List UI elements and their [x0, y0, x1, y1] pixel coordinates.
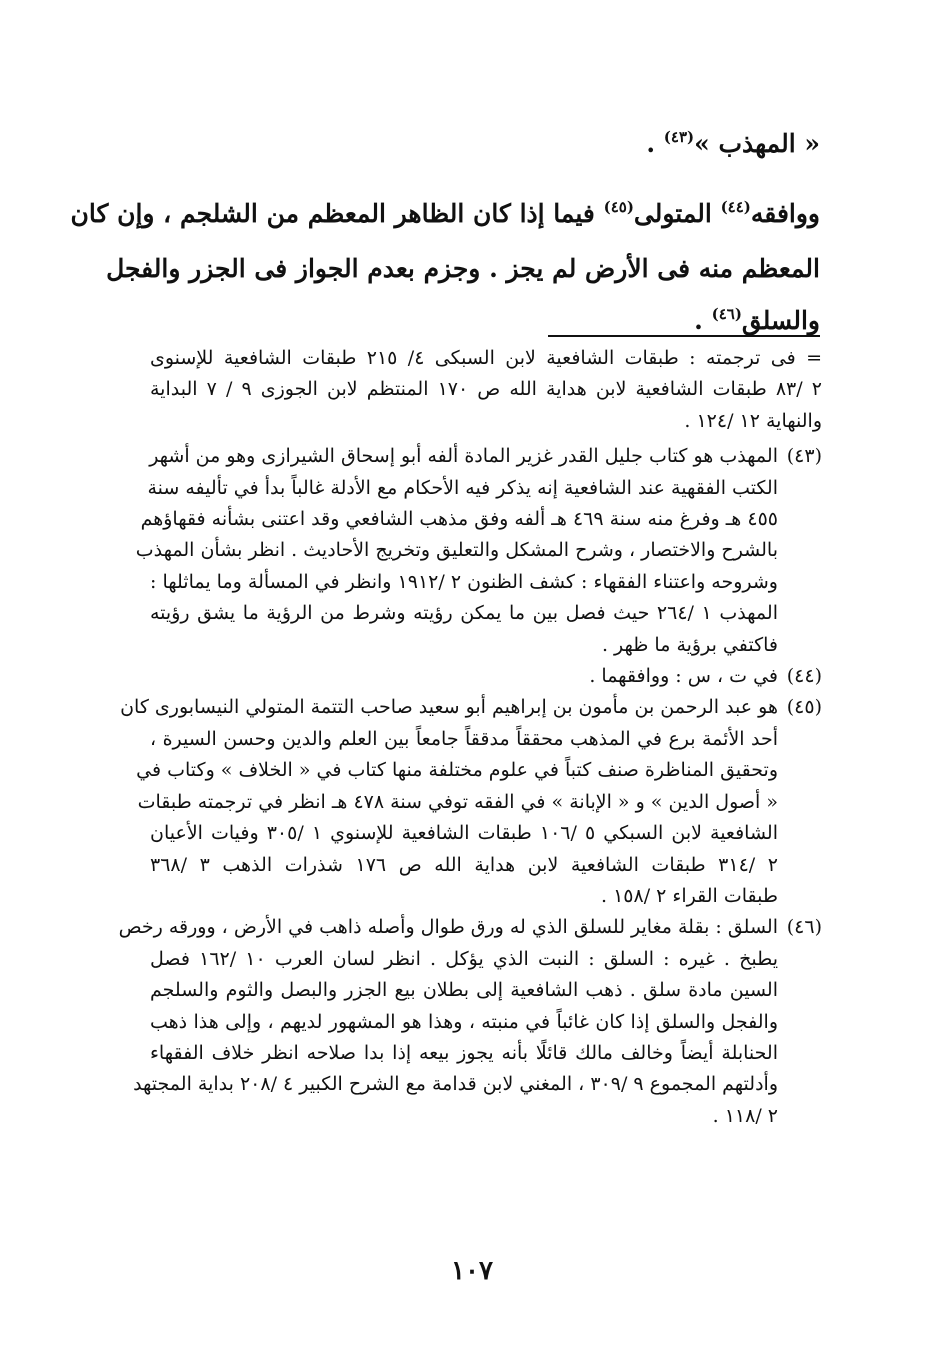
footnote-44-body	[150, 661, 778, 692]
footnote-line: ٢ /٨٣ طبقات الشافعية لابن هداية الله ص ١٧٠ المنتظم لابن الجوزى ٩ / ٧ البداية	[150, 378, 822, 401]
footnote-number: (٤٤)	[786, 665, 822, 688]
footnote-line: « أصول الدين » و « الإبانة » في الفقه توفي سنة ٤٧٨ هـ انظر في ترجمته طبقات	[137, 790, 778, 813]
footnote-line: ٤٥٥ هـ وفرغ منه سنة ٤٦٩ هـ ألفه وفق مذهب الشافعي وقد اعتنى بشأنه فقهاؤهم	[140, 508, 778, 531]
footnote-45-body	[120, 692, 778, 912]
footnote-separator	[548, 335, 820, 337]
footnote-46	[118, 912, 822, 1132]
footnote-line: الكتب الفقهية عند الشافعية إنه يذكر فيه الأحكام مع الأدلة غالباً بدأ في تأليفه سنة	[147, 476, 778, 499]
footnote-line: في ت ، س : ووافقهما .	[589, 665, 778, 688]
page-number: ١٠٧	[451, 1256, 493, 1286]
footnote-line: الشافعية لابن السبكي ٥ /١٠٦ طبقات الشافعية للإسنوي ١ /٣٠٥ وفيات الأعيان	[150, 822, 778, 845]
footnote-line: فاكتفي برؤية ما ظهر .	[601, 633, 778, 656]
main-line-4-text: والسلق	[741, 306, 820, 335]
footnote-line: المهذب ١ /٢٦٤ حيث فصل بين ما يمكن رؤيته وشرط من الرؤية ما يشق رؤيته	[150, 602, 778, 625]
footnote-line: ٢ /١١٨ .	[712, 1104, 778, 1127]
footnote-line: وشروحه واعتناء الفقهاء : كشف الظنون ٢ /١٩١٢ وانظر في المسألة وما يماثلها :	[150, 570, 778, 593]
footnote-number: (٤٣)	[786, 445, 822, 468]
footnote-line: وأدلتهم المجموع ٩ /٣٠٩ ، المغني لابن قدامة مع الشرح الكبير ٤ /٢٠٨ بداية المجتهد	[133, 1073, 778, 1096]
footnote-ref-46: (٤٦)	[711, 305, 742, 323]
footnote-line: طبقات القراء ٢ /١٥٨ .	[601, 884, 778, 907]
footnote-ref-43: (٤٣)	[663, 128, 695, 146]
footnote-line: بالشرح والاختصار ، وشرح المشكل والتعليق وتخريج الأحاديث . انظر بشأن المهذب	[135, 539, 778, 562]
footnote-line: والنهاية ١٢ /١٢٤ .	[684, 409, 822, 432]
footnote-number: (٤٥)	[786, 696, 822, 719]
footnote-number: (٤٦)	[786, 916, 822, 939]
footnote-line: ٢ /٣١٤ طبقات الشافعية لابن هداية الله ص ١٧٦ شذرات الذهب ٣ /٣٦٨	[150, 853, 778, 876]
main-line-3	[106, 243, 820, 295]
footnote-line: يطبخ . غيره : السلق : النبت الذي يؤكل . انظر لسان العرب ١٠ /١٦٢ فصل	[150, 947, 778, 970]
footnote-line: هو عبد الرحمن بن مأمون بن إبراهيم أبو سعيد صاحب التتمة المتولي النيسابورى كان	[120, 696, 778, 719]
footnote-44	[150, 661, 822, 692]
main-text	[148, 118, 820, 173]
footnote-ref-45: (٤٥)	[603, 198, 634, 216]
main-line-4-end: .	[694, 306, 712, 335]
footnote-line: = فى ترجمته : طبقات الشافعية لابن السبكى ٤/ ٢١٥ طبقات الشافعية للإسنوى	[150, 347, 822, 369]
main-line-3-text: المعظم منه فى الأرض لم يجز . وجزم بعدم الجواز فى الجزر والفجل	[106, 254, 820, 283]
main-line-2	[70, 188, 820, 243]
main-line-2-end: فيما إذا كان الظاهر المعظم من الشلجم ، وإن كان	[70, 199, 604, 228]
footnote-line: والفجل والسلق إذا كان غائباً في منبته ، وهذا هو المشهور لديهم ، وإلى هذا ذهب	[150, 1010, 778, 1033]
footnote-43	[135, 441, 822, 661]
footnote-43-body	[135, 441, 778, 661]
main-line-4	[148, 295, 820, 350]
footnote-line: السلق : بقلة مغاير للسلق الذي له ورق طوال وأصله ذاهب في الأرض ، وورقه رخص	[118, 916, 778, 939]
main-line-1	[148, 118, 820, 173]
footnote-continued	[150, 343, 822, 437]
main-line-1-end: .	[646, 129, 664, 158]
main-paragraph	[70, 188, 820, 350]
footnote-line: أحد الأئمة برع في المذهب محققاً مدققاً جامعاً بين العلم والدين وحسن السيرة ،	[150, 727, 778, 750]
main-line-2-mid: المتولى	[633, 199, 721, 228]
footnote-line: وتحقيق المناظرة صنف كتباً في علوم مختلفة منها كتاب في « الخلاف » وكتاب في	[136, 759, 778, 782]
main-line-1-text: « المهذب »	[694, 129, 820, 158]
footnote-45	[120, 692, 822, 912]
footnote-continued-body	[150, 343, 822, 437]
footnote-ref-44: (٤٤)	[720, 198, 751, 216]
footnote-line: المهذب هو كتاب جليل القدر غزير المادة ألفه أبو إسحاق الشيرازى وهو من أشهر	[149, 445, 778, 468]
footnote-line: الحنابلة أيضاً وخالف مالك قائلًا بأنه يجوز بيعه إذا بدا صلاحه انظر خلاف الفقهاء	[150, 1041, 778, 1064]
footnote-46-body	[118, 912, 778, 1132]
footnotes	[118, 343, 822, 1132]
main-line-2-start: ووافقه	[750, 199, 820, 228]
footnote-line: السين مادة سلق . ذهب الشافعية إلى بطلان بيع الجزر والبصل والثوم والسلجم	[150, 979, 778, 1002]
